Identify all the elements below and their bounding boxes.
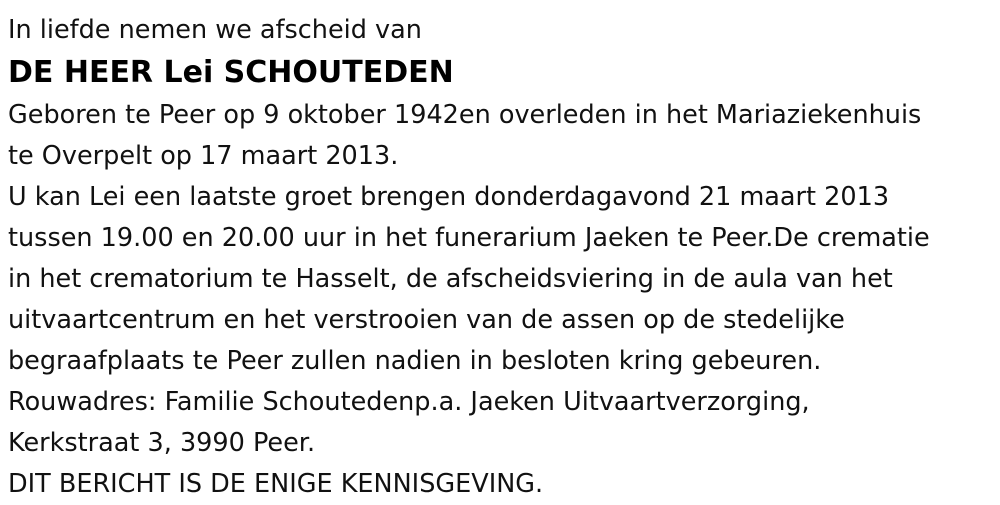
notice-closing-line: DIT BERICHT IS DE ENIGE KENNISGEVING. [8, 469, 544, 499]
notice-intro-line: In liefde nemen we afscheid van [8, 15, 422, 45]
notice-body-line: begraafplaats te Peer zullen nadien in besloten kring gebeuren. [8, 346, 822, 376]
notice-body-line: uitvaartcentrum en het verstrooien van de assen op de stedelijke [8, 305, 845, 335]
notice-body-line: U kan Lei een laatste groet brengen donderdagavond 21 maart 2013 [8, 182, 890, 212]
notice-body-line: in het crematorium te Hasselt, de afscheidsviering in de aula van het [8, 264, 893, 294]
notice-body-line: tussen 19.00 en 20.00 uur in het funerarium Jaeken te Peer.De crematie [8, 223, 930, 253]
notice-body-line: Rouwadres: Familie Schoutedenp.a. Jaeken Uitvaartverzorging, [8, 387, 810, 417]
notice-body-line: Geboren te Peer op 9 oktober 1942en overleden in het Mariaziekenhuis [8, 100, 922, 130]
deceased-name: DE HEER Lei SCHOUTEDEN [8, 55, 454, 90]
notice-body-line: Kerkstraat 3, 3990 Peer. [8, 428, 316, 458]
notice-body-line: te Overpelt op 17 maart 2013. [8, 141, 399, 171]
